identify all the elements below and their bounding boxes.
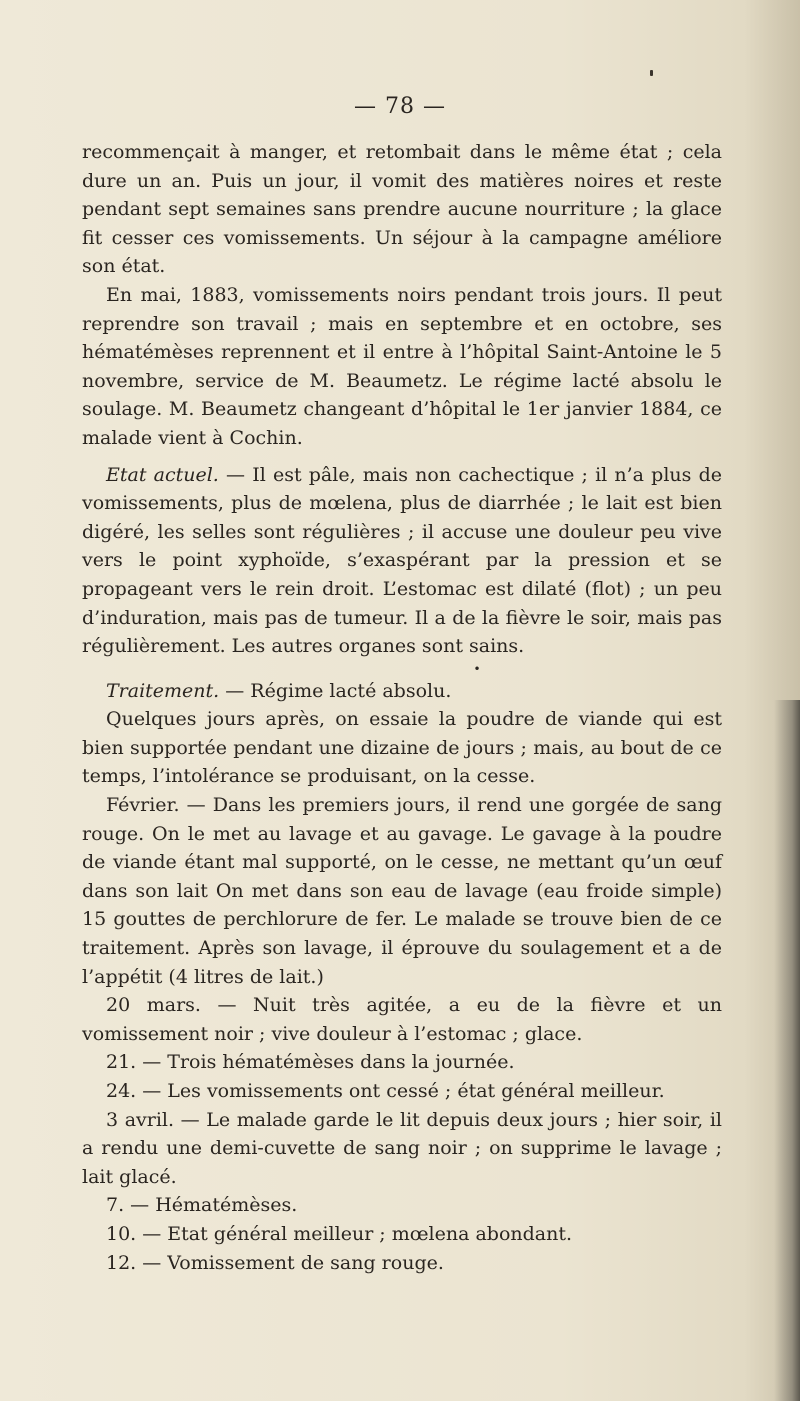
paragraph-text: Février. — Dans les premiers jours, il rend une gorgée de sang rouge. On le met au lavage et au gavage. Le gavage à la poudre de viande étant mal supporté, on le cesse, ne mettant qu’un œuf dans son lait On met dans son eau de lavage (eau froide simple) 15 gouttes de perchlorure de fer. Le malade se trouve bien de ce traitement. Après son lavage, il éprouve du soulagement et a de l’appétit (4 litres de lait.) <box>82 794 722 988</box>
paragraph-text: 12. — Vomissement de sang rouge. <box>106 1251 444 1274</box>
paragraph-text: — Il est pâle, mais non cachectique ; il n’a plus de vomissements, plus de mœlena, plus de diarrhée ; le lait est bien digéré, les selles sont régulières ; il accuse une douleur peu vive vers le point xyphoïde, s’exaspérant par la pression et se propageant vers le rein droit. L’estomac est dilaté (flot) ; un peu d’induration, mais pas de tumeur. Il a de la fièvre le soir, mais pas régulièrement. Les autres organes sont sains. <box>82 463 722 658</box>
entry-10 <box>82 1220 722 1249</box>
paragraph-text: 7. — Hématémèses. <box>106 1194 298 1217</box>
entry-3-avril <box>82 1106 722 1192</box>
paragraph-text: 3 avril. — Le malade garde le lit depuis deux jours ; hier soir, il a rendu une demi-cuvette de sang noir ; on supprime le lavage ; lait glacé. <box>82 1108 722 1188</box>
entry-7 <box>82 1191 722 1220</box>
paragraph-text: 21. — Trois hématémèses dans la journée. <box>106 1051 515 1074</box>
section-label: Traitement. <box>106 679 220 702</box>
paragraph-text: 24. — Les vomissements ont cessé ; état général meilleur. <box>106 1080 665 1102</box>
paragraph-text: 20 mars. — Nuit très agitée, a eu de la fièvre et un vomissement noir ; vive douleur à l’estomac ; glace. <box>82 994 722 1045</box>
page-number: — 78 — <box>354 94 446 119</box>
paragraph-5 <box>82 705 722 791</box>
entry-21 <box>82 1048 722 1077</box>
page-body <box>82 138 722 1277</box>
entry-12 <box>82 1249 722 1278</box>
paragraph-text: En mai, 1883, vomissements noirs pendant trois jours. Il peut reprendre son travail ; mais en septembre et en octobre, ses hématémèses reprennent et il entre à l’hôpital Saint-Antoine le 5 novembre, service de M. Beaumetz. Le régime lacté absolu le soulage. M. Beaumetz changeant d’hôpital le 1er janvier 1884, ce malade vient à Cochin. <box>82 283 722 449</box>
paragraph-text: — Régime lacté absolu. <box>219 679 452 702</box>
paragraph-fevrier <box>82 791 722 991</box>
paragraph-traitement <box>82 677 722 706</box>
section-label: Etat actuel. <box>106 463 219 486</box>
paragraph-text: Quelques jours après, on essaie la poudre de viande qui est bien supportée pendant une dizaine de jours ; mais, au bout de ce temps, l’intolérance se produisant, on la cesse. <box>82 708 722 788</box>
separator-dot: • <box>473 661 481 676</box>
paragraph-text: 10. — Etat général meilleur ; mœlena abondant. <box>106 1222 573 1245</box>
paragraph-2 <box>82 281 722 453</box>
paragraph-etat-actuel <box>82 461 722 661</box>
paragraph-text: recommençait à manger, et retombait dans le même état ; cela dure un an. Puis un jour, il vomit des matières noires et reste pendant sept semaines sans prendre aucune nourriture ; la glace fit cesser ces vomissements. Un séjour à la campagne améliore son état. <box>82 141 722 278</box>
entry-24 <box>82 1077 722 1106</box>
entry-20-mars <box>82 991 722 1048</box>
page-edge-shadow <box>774 700 800 1401</box>
paragraph-1 <box>82 138 722 281</box>
ink-speck <box>650 70 653 76</box>
